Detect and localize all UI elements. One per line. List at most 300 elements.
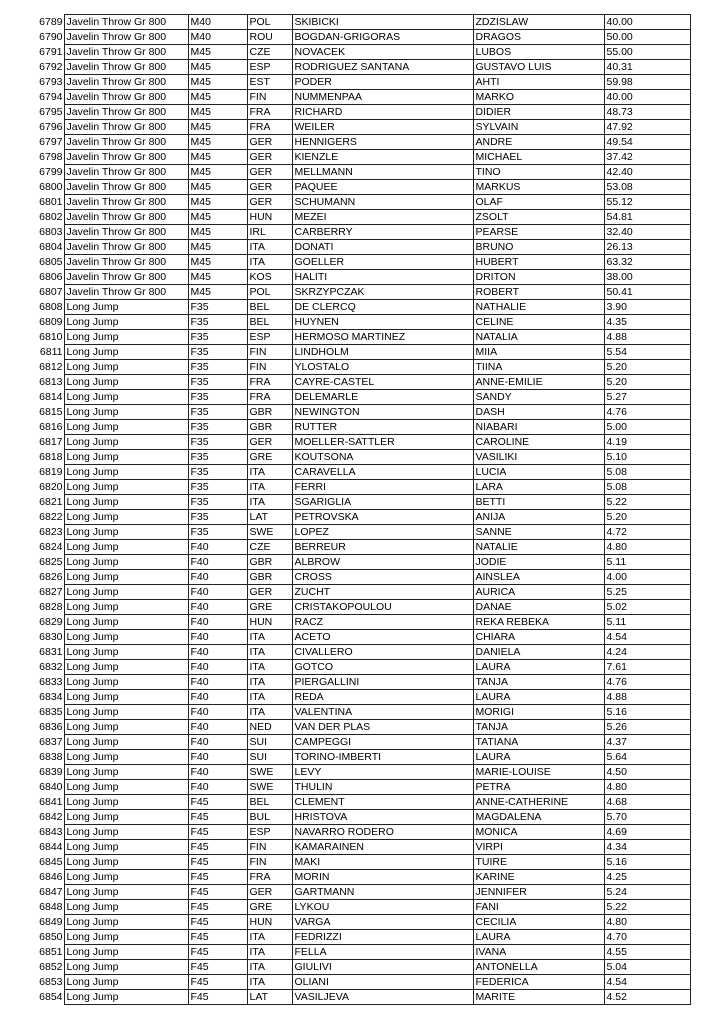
- table-row: [28, 900, 690, 915]
- surname-cell: HENNIGERS: [292, 135, 473, 150]
- table-row: [28, 615, 690, 630]
- table-row: [28, 420, 690, 435]
- entry-number-cell: 6806: [39, 270, 63, 283]
- first-name-cell: LARA: [473, 480, 604, 495]
- category-cell: F40: [188, 765, 247, 780]
- event-cell: Long Jump: [64, 450, 188, 465]
- table-row: [28, 810, 690, 825]
- event-cell: Long Jump: [64, 960, 188, 975]
- first-name-cell: FANI: [473, 900, 604, 915]
- surname-cell: HERMOSO MARTINEZ: [292, 330, 473, 345]
- entry-number-cell: 6791: [39, 45, 63, 58]
- entry-number-cell: 6817: [39, 435, 63, 448]
- mark-cell: 48.73: [604, 105, 690, 120]
- first-name-cell: NATHALIE: [473, 300, 604, 315]
- nation-cell: ITA: [247, 255, 292, 270]
- mark-cell: 4.54: [604, 975, 690, 990]
- category-cell: M45: [188, 270, 247, 285]
- table-row: [28, 675, 690, 690]
- surname-cell: KAMARAINEN: [292, 840, 473, 855]
- nation-cell: CZE: [247, 540, 292, 555]
- entry-number-cell: 6796: [39, 120, 63, 133]
- category-cell: F45: [188, 915, 247, 930]
- entry-number-cell: 6812: [39, 360, 63, 373]
- entry-number-cell: 6854: [39, 990, 63, 1003]
- event-cell: Long Jump: [64, 930, 188, 945]
- surname-cell: ALBROW: [292, 555, 473, 570]
- mark-cell: 4.25: [604, 870, 690, 885]
- event-cell: Javelin Throw Gr 800: [64, 180, 188, 195]
- mark-cell: 4.37: [604, 735, 690, 750]
- entry-number-cell: 6827: [39, 585, 63, 598]
- mark-cell: 5.00: [604, 420, 690, 435]
- mark-cell: 5.16: [604, 855, 690, 870]
- mark-cell: 5.20: [604, 360, 690, 375]
- event-cell: Long Jump: [64, 750, 188, 765]
- first-name-cell: BRUNO: [473, 240, 604, 255]
- first-name-cell: TINO: [473, 165, 604, 180]
- first-name-cell: CELINE: [473, 315, 604, 330]
- entry-number-cell: 6840: [39, 780, 63, 793]
- event-cell: Long Jump: [64, 600, 188, 615]
- event-cell: Javelin Throw Gr 800: [64, 120, 188, 135]
- surname-cell: DE CLERCQ: [292, 300, 473, 315]
- event-cell: Long Jump: [64, 915, 188, 930]
- table-row: [28, 780, 690, 795]
- first-name-cell: DRAGOS: [473, 30, 604, 45]
- entry-number-cell: 6829: [39, 615, 63, 628]
- entry-number-cell: 6811: [39, 345, 63, 358]
- mark-cell: 4.88: [604, 330, 690, 345]
- event-cell: Long Jump: [64, 585, 188, 600]
- event-cell: Long Jump: [64, 705, 188, 720]
- table-row: [28, 180, 690, 195]
- category-cell: M45: [188, 180, 247, 195]
- first-name-cell: MICHAEL: [473, 150, 604, 165]
- table-row: [28, 495, 690, 510]
- surname-cell: HALITI: [292, 270, 473, 285]
- nation-cell: GER: [247, 180, 292, 195]
- surname-cell: PETROVSKA: [292, 510, 473, 525]
- entry-number-cell: 6822: [39, 510, 63, 523]
- surname-cell: BOGDAN-GRIGORAS: [292, 30, 473, 45]
- entry-number-cell: 6844: [39, 840, 63, 853]
- category-cell: M45: [188, 120, 247, 135]
- surname-cell: CARAVELLA: [292, 465, 473, 480]
- entry-number-cell: 6807: [39, 285, 63, 298]
- surname-cell: SKIBICKI: [292, 15, 473, 30]
- surname-cell: ACETO: [292, 630, 473, 645]
- surname-cell: FERRI: [292, 480, 473, 495]
- nation-cell: FIN: [247, 855, 292, 870]
- entry-number-cell: 6842: [39, 810, 63, 823]
- event-cell: Long Jump: [64, 840, 188, 855]
- entry-number-cell: 6834: [39, 690, 63, 703]
- first-name-cell: NATALIE: [473, 540, 604, 555]
- entry-number-cell: 6804: [39, 240, 63, 253]
- table-row: [28, 705, 690, 720]
- event-cell: Javelin Throw Gr 800: [64, 90, 188, 105]
- mark-cell: 4.68: [604, 795, 690, 810]
- category-cell: F45: [188, 930, 247, 945]
- mark-cell: 4.54: [604, 630, 690, 645]
- first-name-cell: TATIANA: [473, 735, 604, 750]
- mark-cell: 49.54: [604, 135, 690, 150]
- first-name-cell: MIIA: [473, 345, 604, 360]
- category-cell: F35: [188, 315, 247, 330]
- first-name-cell: SANNE: [473, 525, 604, 540]
- first-name-cell: TANJA: [473, 720, 604, 735]
- event-cell: Long Jump: [64, 435, 188, 450]
- first-name-cell: JENNIFER: [473, 885, 604, 900]
- table-row: [28, 585, 690, 600]
- nation-cell: FRA: [247, 120, 292, 135]
- nation-cell: ITA: [247, 480, 292, 495]
- nation-cell: ITA: [247, 960, 292, 975]
- nation-cell: FRA: [247, 870, 292, 885]
- surname-cell: MAKI: [292, 855, 473, 870]
- category-cell: F45: [188, 960, 247, 975]
- mark-cell: 53.08: [604, 180, 690, 195]
- table-row: [28, 525, 690, 540]
- entry-number-cell: 6824: [39, 540, 63, 553]
- surname-cell: BERREUR: [292, 540, 473, 555]
- nation-cell: ESP: [247, 330, 292, 345]
- entry-number-cell: 6847: [39, 885, 63, 898]
- surname-cell: CLEMENT: [292, 795, 473, 810]
- first-name-cell: TIINA: [473, 360, 604, 375]
- table-row: [28, 645, 690, 660]
- nation-cell: BEL: [247, 795, 292, 810]
- table-row: [28, 315, 690, 330]
- category-cell: F35: [188, 300, 247, 315]
- first-name-cell: VIRPI: [473, 840, 604, 855]
- entry-number-cell: 6802: [39, 210, 63, 223]
- event-cell: Long Jump: [64, 810, 188, 825]
- first-name-cell: PETRA: [473, 780, 604, 795]
- table-row: [28, 450, 690, 465]
- table-row: [28, 510, 690, 525]
- nation-cell: ITA: [247, 465, 292, 480]
- table-row: [28, 60, 690, 75]
- surname-cell: GOTCO: [292, 660, 473, 675]
- category-cell: F40: [188, 615, 247, 630]
- surname-cell: CAYRE-CASTEL: [292, 375, 473, 390]
- first-name-cell: GUSTAVO LUIS: [473, 60, 604, 75]
- nation-cell: GER: [247, 435, 292, 450]
- event-cell: Long Jump: [64, 300, 188, 315]
- surname-cell: MOELLER-SATTLER: [292, 435, 473, 450]
- table-row: [28, 360, 690, 375]
- category-cell: F35: [188, 405, 247, 420]
- category-cell: M45: [188, 45, 247, 60]
- category-cell: F45: [188, 975, 247, 990]
- entry-number-cell: 6845: [39, 855, 63, 868]
- nation-cell: FRA: [247, 375, 292, 390]
- category-cell: F35: [188, 420, 247, 435]
- table-row: [28, 855, 690, 870]
- event-cell: Javelin Throw Gr 800: [64, 75, 188, 90]
- first-name-cell: MARIE-LOUISE: [473, 765, 604, 780]
- event-cell: Javelin Throw Gr 800: [64, 285, 188, 300]
- table-row: [28, 30, 690, 45]
- nation-cell: ITA: [247, 630, 292, 645]
- nation-cell: FRA: [247, 390, 292, 405]
- first-name-cell: LUCIA: [473, 465, 604, 480]
- category-cell: F35: [188, 480, 247, 495]
- event-cell: Javelin Throw Gr 800: [64, 150, 188, 165]
- category-cell: M45: [188, 60, 247, 75]
- mark-cell: 4.34: [604, 840, 690, 855]
- table-row: [28, 255, 690, 270]
- event-cell: Javelin Throw Gr 800: [64, 30, 188, 45]
- mark-cell: 4.80: [604, 540, 690, 555]
- first-name-cell: REKA REBEKA: [473, 615, 604, 630]
- nation-cell: GBR: [247, 570, 292, 585]
- event-cell: Long Jump: [64, 780, 188, 795]
- mark-cell: 40.00: [604, 90, 690, 105]
- event-cell: Long Jump: [64, 330, 188, 345]
- entries-table-body: [28, 15, 690, 1005]
- first-name-cell: BETTI: [473, 495, 604, 510]
- category-cell: F40: [188, 690, 247, 705]
- surname-cell: DELEMARLE: [292, 390, 473, 405]
- event-cell: Long Jump: [64, 465, 188, 480]
- mark-cell: 3.90: [604, 300, 690, 315]
- category-cell: F40: [188, 540, 247, 555]
- mark-cell: 4.70: [604, 930, 690, 945]
- table-row: [28, 840, 690, 855]
- entry-number-cell: 6830: [39, 630, 63, 643]
- surname-cell: REDA: [292, 690, 473, 705]
- category-cell: F45: [188, 990, 247, 1005]
- table-row: [28, 135, 690, 150]
- nation-cell: FIN: [247, 840, 292, 855]
- event-cell: Javelin Throw Gr 800: [64, 165, 188, 180]
- mark-cell: 5.27: [604, 390, 690, 405]
- table-row: [28, 330, 690, 345]
- mark-cell: 55.00: [604, 45, 690, 60]
- entry-number-cell: 6810: [39, 330, 63, 343]
- surname-cell: RICHARD: [292, 105, 473, 120]
- table-row: [28, 540, 690, 555]
- surname-cell: THULIN: [292, 780, 473, 795]
- first-name-cell: LUBOS: [473, 45, 604, 60]
- table-row: [28, 795, 690, 810]
- surname-cell: CAMPEGGI: [292, 735, 473, 750]
- mark-cell: 40.31: [604, 60, 690, 75]
- event-cell: Long Jump: [64, 990, 188, 1005]
- table-row: [28, 435, 690, 450]
- surname-cell: CRISTAKOPOULOU: [292, 600, 473, 615]
- entry-number-cell: 6846: [39, 870, 63, 883]
- entry-number-cell: 6848: [39, 900, 63, 913]
- mark-cell: 5.25: [604, 585, 690, 600]
- nation-cell: SUI: [247, 735, 292, 750]
- category-cell: F35: [188, 390, 247, 405]
- category-cell: F40: [188, 720, 247, 735]
- event-cell: Long Jump: [64, 375, 188, 390]
- entry-number-cell: 6826: [39, 570, 63, 583]
- mark-cell: 5.20: [604, 510, 690, 525]
- mark-cell: 4.76: [604, 405, 690, 420]
- nation-cell: EST: [247, 75, 292, 90]
- surname-cell: LYKOU: [292, 900, 473, 915]
- surname-cell: DONATI: [292, 240, 473, 255]
- entry-number-cell: 6853: [39, 975, 63, 988]
- surname-cell: GOELLER: [292, 255, 473, 270]
- surname-cell: PIERGALLINI: [292, 675, 473, 690]
- nation-cell: GRE: [247, 900, 292, 915]
- category-cell: F40: [188, 735, 247, 750]
- table-row: [28, 480, 690, 495]
- surname-cell: RACZ: [292, 615, 473, 630]
- first-name-cell: KARINE: [473, 870, 604, 885]
- event-cell: Long Jump: [64, 735, 188, 750]
- event-cell: Javelin Throw Gr 800: [64, 195, 188, 210]
- first-name-cell: MARKUS: [473, 180, 604, 195]
- category-cell: F35: [188, 450, 247, 465]
- entry-number-cell: 6789: [39, 15, 63, 28]
- nation-cell: FIN: [247, 345, 292, 360]
- nation-cell: BEL: [247, 315, 292, 330]
- mark-cell: 5.22: [604, 900, 690, 915]
- category-cell: F40: [188, 675, 247, 690]
- first-name-cell: SANDY: [473, 390, 604, 405]
- first-name-cell: OLAF: [473, 195, 604, 210]
- surname-cell: LOPEZ: [292, 525, 473, 540]
- mark-cell: 26.13: [604, 240, 690, 255]
- surname-cell: FEDRIZZI: [292, 930, 473, 945]
- mark-cell: 4.76: [604, 675, 690, 690]
- nation-cell: ITA: [247, 930, 292, 945]
- nation-cell: GBR: [247, 420, 292, 435]
- nation-cell: ITA: [247, 645, 292, 660]
- first-name-cell: HUBERT: [473, 255, 604, 270]
- mark-cell: 63.32: [604, 255, 690, 270]
- table-row: [28, 150, 690, 165]
- nation-cell: GRE: [247, 600, 292, 615]
- nation-cell: IRL: [247, 225, 292, 240]
- category-cell: F45: [188, 945, 247, 960]
- first-name-cell: CECILIA: [473, 915, 604, 930]
- table-row: [28, 15, 690, 30]
- surname-cell: VAN DER PLAS: [292, 720, 473, 735]
- event-cell: Long Jump: [64, 690, 188, 705]
- table-row: [28, 960, 690, 975]
- mark-cell: 4.19: [604, 435, 690, 450]
- first-name-cell: AHTI: [473, 75, 604, 90]
- nation-cell: SWE: [247, 780, 292, 795]
- table-row: [28, 990, 690, 1005]
- event-cell: Long Jump: [64, 660, 188, 675]
- table-row: [28, 570, 690, 585]
- event-cell: Long Jump: [64, 420, 188, 435]
- entry-number-cell: 6792: [39, 60, 63, 73]
- surname-cell: MEZEI: [292, 210, 473, 225]
- mark-cell: 50.41: [604, 285, 690, 300]
- entry-number-cell: 6805: [39, 255, 63, 268]
- surname-cell: YLOSTALO: [292, 360, 473, 375]
- mark-cell: 5.54: [604, 345, 690, 360]
- entry-number-cell: 6800: [39, 180, 63, 193]
- category-cell: F35: [188, 435, 247, 450]
- event-cell: Long Jump: [64, 765, 188, 780]
- nation-cell: GBR: [247, 555, 292, 570]
- entry-number-cell: 6837: [39, 735, 63, 748]
- nation-cell: POL: [247, 285, 292, 300]
- first-name-cell: JODIE: [473, 555, 604, 570]
- first-name-cell: ANTONELLA: [473, 960, 604, 975]
- category-cell: M45: [188, 255, 247, 270]
- category-cell: M45: [188, 210, 247, 225]
- event-cell: Long Jump: [64, 870, 188, 885]
- surname-cell: WEILER: [292, 120, 473, 135]
- surname-cell: KOUTSONA: [292, 450, 473, 465]
- nation-cell: GRE: [247, 450, 292, 465]
- category-cell: F45: [188, 855, 247, 870]
- nation-cell: FIN: [247, 90, 292, 105]
- nation-cell: POL: [247, 15, 292, 30]
- table-row: [28, 225, 690, 240]
- table-row: [28, 975, 690, 990]
- category-cell: F35: [188, 345, 247, 360]
- nation-cell: ITA: [247, 660, 292, 675]
- surname-cell: NUMMENPAA: [292, 90, 473, 105]
- table-row: [28, 165, 690, 180]
- category-cell: F40: [188, 555, 247, 570]
- first-name-cell: ANDRE: [473, 135, 604, 150]
- entry-number-cell: 6852: [39, 960, 63, 973]
- nation-cell: ROU: [247, 30, 292, 45]
- nation-cell: ITA: [247, 945, 292, 960]
- surname-cell: VALENTINA: [292, 705, 473, 720]
- entry-number-cell: 6815: [39, 405, 63, 418]
- nation-cell: HUN: [247, 915, 292, 930]
- entry-number-cell: 6818: [39, 450, 63, 463]
- nation-cell: BEL: [247, 300, 292, 315]
- mark-cell: 4.72: [604, 525, 690, 540]
- table-row: [28, 390, 690, 405]
- category-cell: F40: [188, 630, 247, 645]
- nation-cell: HUN: [247, 615, 292, 630]
- entry-number-cell: 6843: [39, 825, 63, 838]
- event-cell: Long Jump: [64, 360, 188, 375]
- first-name-cell: DANIELA: [473, 645, 604, 660]
- first-name-cell: ZDZISLAW: [473, 15, 604, 30]
- mark-cell: 42.40: [604, 165, 690, 180]
- mark-cell: 40.00: [604, 15, 690, 30]
- mark-cell: 5.08: [604, 465, 690, 480]
- mark-cell: 4.52: [604, 990, 690, 1005]
- first-name-cell: CHIARA: [473, 630, 604, 645]
- category-cell: F45: [188, 885, 247, 900]
- table-row: [28, 735, 690, 750]
- event-cell: Long Jump: [64, 570, 188, 585]
- entry-number-cell: 6833: [39, 675, 63, 688]
- table-row: [28, 240, 690, 255]
- event-cell: Long Jump: [64, 885, 188, 900]
- first-name-cell: ANNE-CATHERINE: [473, 795, 604, 810]
- category-cell: F45: [188, 810, 247, 825]
- event-cell: Javelin Throw Gr 800: [64, 225, 188, 240]
- nation-cell: ITA: [247, 975, 292, 990]
- entry-number-cell: 6798: [39, 150, 63, 163]
- event-cell: Long Jump: [64, 390, 188, 405]
- nation-cell: GER: [247, 585, 292, 600]
- category-cell: F40: [188, 780, 247, 795]
- category-cell: M45: [188, 105, 247, 120]
